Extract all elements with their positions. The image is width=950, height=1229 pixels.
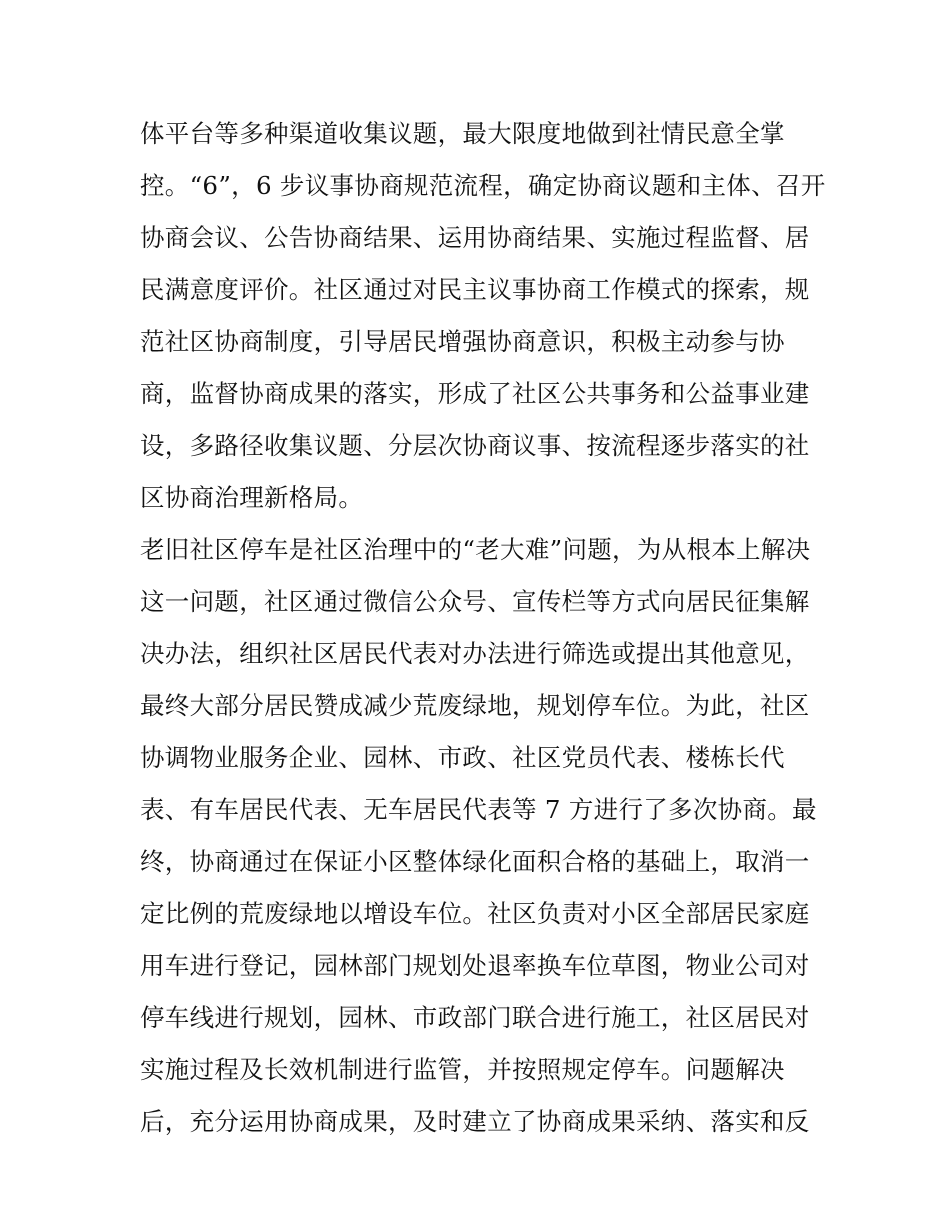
text-line: 用车进行登记，园林部门规划处退率换车位草图，物业公司对 [140, 951, 810, 980]
text-line: 区协商治理新格局。 [140, 483, 364, 512]
text-line: 体平台等多种渠道收集议题，最大限度地做到社情民意全掌 [140, 119, 785, 148]
text-line: 民满意度评价。社区通过对民主议事协商工作模式的探索，规 [140, 275, 810, 304]
text-line: 协商会议、公告协商结果、运用协商结果、实施过程监督、居 [140, 223, 810, 252]
text-line: 决办法，组织社区居民代表对办法进行筛选或提出其他意见， [140, 639, 810, 668]
text-line: 控。“6”，6 步议事协商规范流程，确定协商议题和主体、召开 [140, 171, 826, 200]
text-line: 实施过程及长效机制进行监管，并按照规定停车。问题解决 [140, 1055, 785, 1084]
text-line: 后，充分运用协商成果，及时建立了协商成果采纳、落实和反 [140, 1107, 810, 1136]
text-line: 协调物业服务企业、园林、市政、社区党员代表、楼栋长代 [140, 743, 785, 772]
text-line: 范社区协商制度，引导居民增强协商意识，积极主动参与协 [140, 327, 785, 356]
text-line: 终，协商通过在保证小区整体绿化面积合格的基础上，取消一 [140, 847, 810, 876]
text-line: 表、有车居民代表、无车居民代表等 7 方进行了多次协商。最 [140, 795, 817, 824]
text-line: 老旧社区停车是社区治理中的“老大难”问题，为从根本上解决 [140, 535, 811, 564]
text-line: 设，多路径收集议题、分层次协商议事、按流程逐步落实的社 [140, 431, 810, 460]
body-text [140, 108, 826, 1148]
text-line: 最终大部分居民赞成减少荒废绿地，规划停车位。为此，社区 [140, 691, 810, 720]
text-line: 商，监督协商成果的落实，形成了社区公共事务和公益事业建 [140, 379, 810, 408]
text-line: 定比例的荒废绿地以增设车位。社区负责对小区全部居民家庭 [140, 899, 810, 928]
text-line: 停车线进行规划，园林、市政部门联合进行施工，社区居民对 [140, 1003, 810, 1032]
text-line: 这一问题，社区通过微信公众号、宣传栏等方式向居民征集解 [140, 587, 810, 616]
